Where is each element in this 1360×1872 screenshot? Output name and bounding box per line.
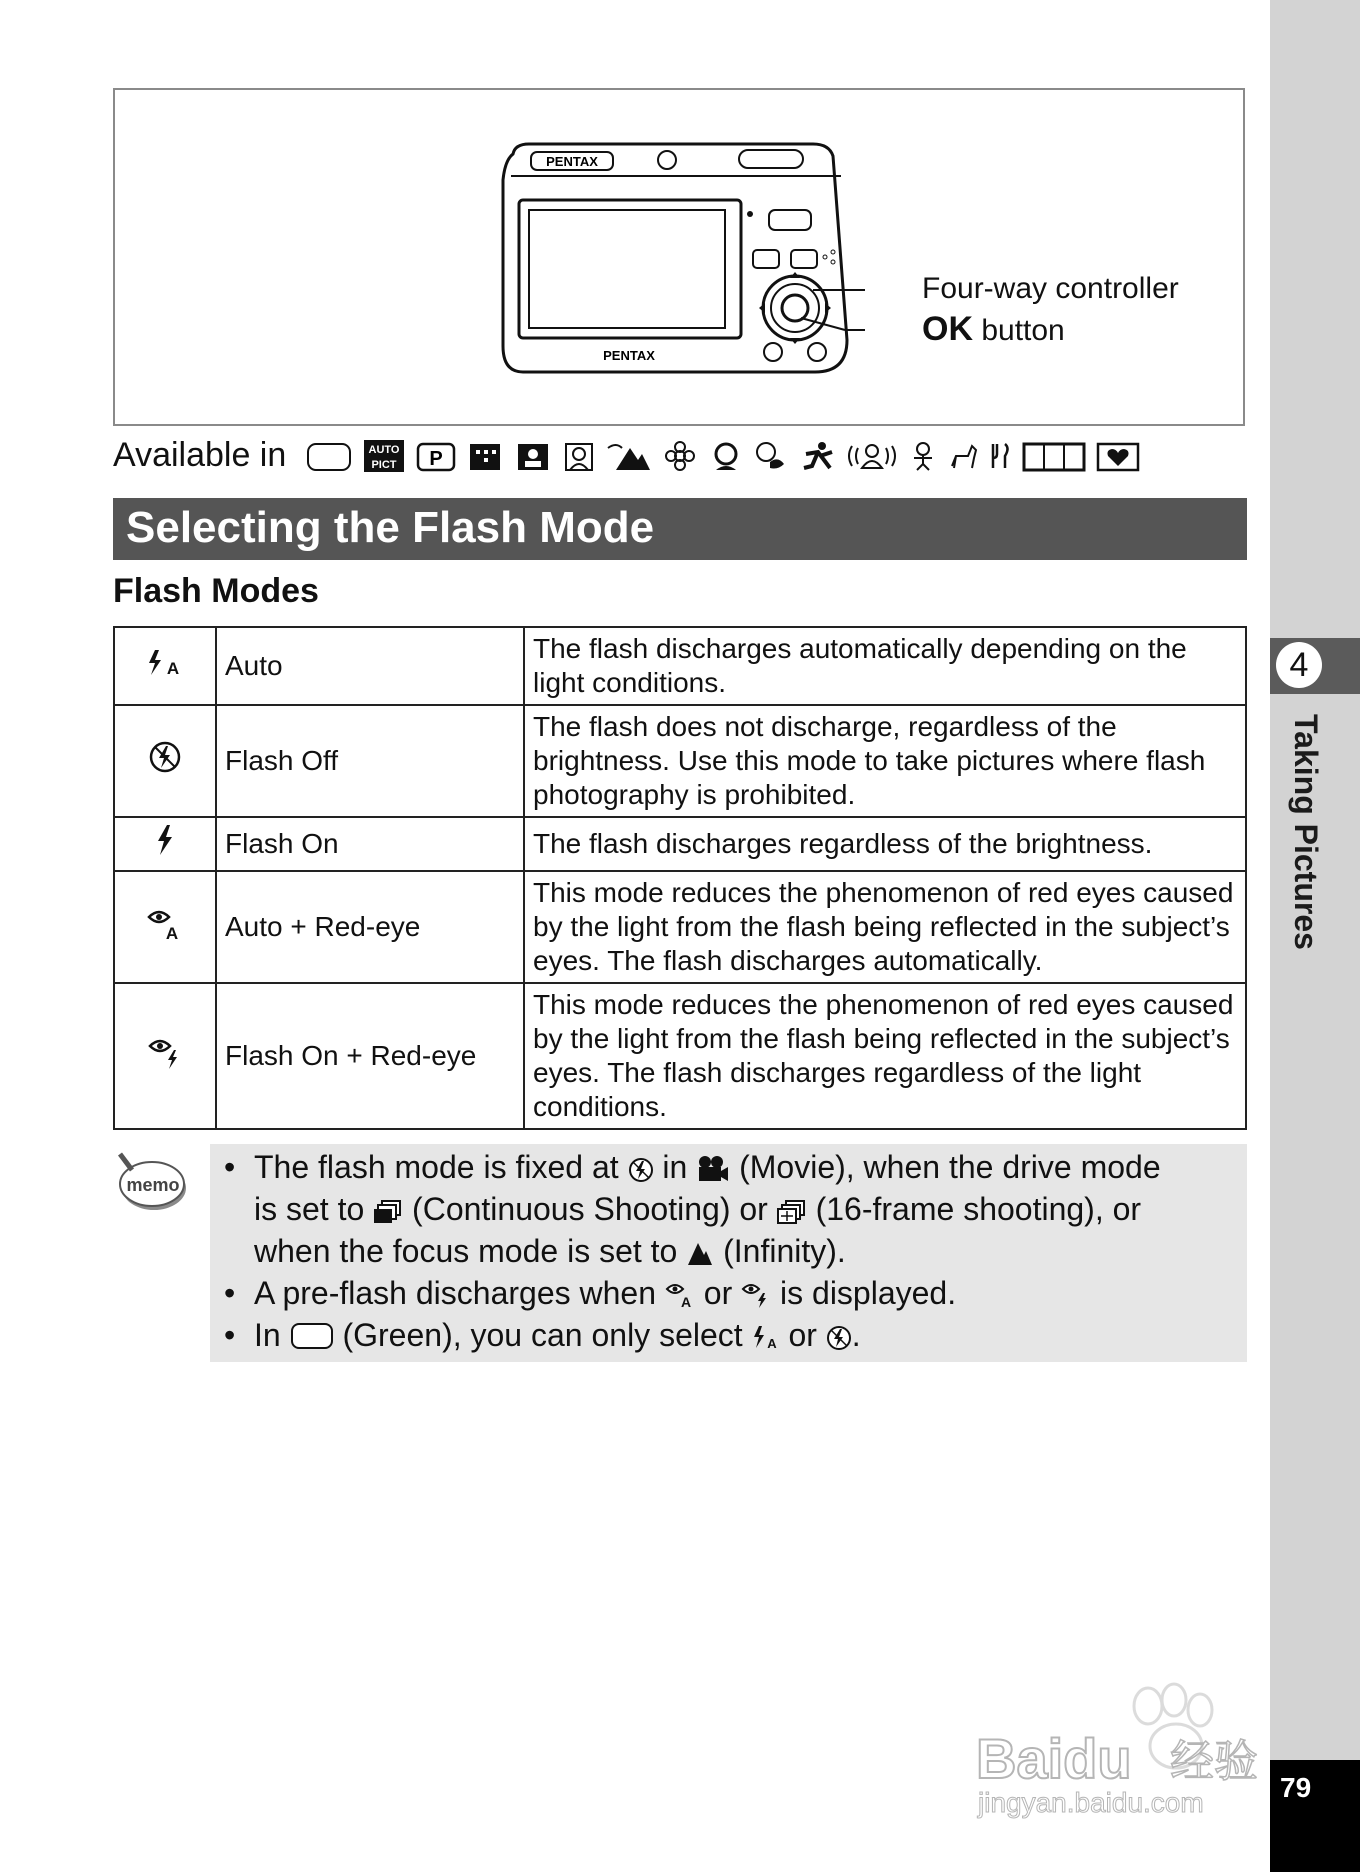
callout-ok-button (922, 310, 1065, 349)
watermark-url: jingyan.baidu.com (978, 1787, 1204, 1818)
memo-text-span: when the focus mode is set to (254, 1233, 678, 1269)
memo-item-text (254, 1314, 861, 1356)
ok-button-label: button (973, 314, 1065, 347)
flash-modes-heading: Flash Modes (113, 572, 319, 610)
flash-auto-icon (752, 1323, 780, 1351)
mode-name: Auto + Red-eye (216, 871, 524, 983)
flash-off-icon (826, 1325, 852, 1351)
mode-description: The flash does not discharge, regardless of the brightness. Use this mode to take pictures where flash photography is prohibited. (524, 705, 1246, 817)
memo-text-span: is set to (254, 1191, 365, 1227)
kids-icon (908, 440, 938, 472)
flash-off-icon (628, 1157, 654, 1183)
auto-red-eye-icon (147, 905, 183, 941)
memo-text-span: (Movie), when the drive mode (739, 1149, 1161, 1185)
memo-text-span: The flash mode is fixed at (254, 1149, 619, 1185)
svg-text:A: A (766, 1336, 777, 1351)
available-modes (306, 436, 1140, 476)
memo-text-span: . (851, 1317, 861, 1353)
surf-snow-icon (752, 440, 788, 472)
flash-on-red-eye-icon (148, 1034, 182, 1070)
pet-icon (948, 440, 978, 472)
auto-red-eye-icon (665, 1279, 695, 1309)
icon-cell (114, 983, 216, 1129)
mode-name: Flash Off (216, 705, 524, 817)
memo-icon (116, 1150, 188, 1214)
memo-text-span: is displayed. (780, 1275, 957, 1311)
mode-name: Flash On + Red-eye (216, 983, 524, 1129)
svg-text:A: A (166, 659, 180, 678)
mode-description: The flash discharges automatically depending on the light conditions. (524, 627, 1246, 705)
icon-cell (114, 817, 216, 871)
sixteen-frame-icon (777, 1199, 807, 1225)
watermark-cn: 经验 (1170, 1736, 1258, 1787)
portrait-face-icon (710, 440, 742, 472)
icon-cell (114, 871, 216, 983)
digital-sr-icon (846, 440, 898, 472)
table-row (114, 705, 1246, 817)
svg-text:A: A (165, 924, 179, 941)
ok-label: OK (922, 310, 973, 348)
chapter-title: Taking Pictures (1288, 714, 1324, 950)
food-icon (988, 440, 1012, 472)
landscape-icon (606, 440, 650, 472)
camera-brand-top: PENTAX (546, 154, 598, 169)
flash-modes-table (113, 626, 1247, 1130)
memo-text (224, 1146, 1234, 1356)
icon-cell (114, 705, 216, 817)
svg-text:memo: memo (126, 1175, 180, 1195)
auto-picture-icon (362, 438, 406, 474)
page-number: 79 (1280, 1772, 1312, 1803)
memo-text-span: In (254, 1317, 281, 1353)
mode-description: The flash discharges regardless of the brightness. (524, 817, 1246, 871)
svg-text:PICT: PICT (371, 459, 397, 471)
memo-text-span: (16-frame shooting), or (815, 1191, 1142, 1227)
green-mode-icon (290, 1321, 334, 1351)
sport-icon (798, 440, 836, 472)
watermark-brand: Baidu (976, 1727, 1132, 1790)
memo-text-span: A pre-flash discharges when (254, 1275, 656, 1311)
memo-item-text (254, 1146, 1161, 1272)
flower-icon (660, 440, 700, 472)
baidu-watermark (968, 1676, 1268, 1826)
flash-off-icon (148, 740, 182, 774)
memo-text-span: (Infinity). (723, 1233, 846, 1269)
infinity-focus-icon (686, 1239, 714, 1267)
bullet: • (224, 1317, 236, 1353)
bullet: • (224, 1275, 236, 1311)
continuous-shooting-icon (373, 1199, 403, 1225)
svg-text:A: A (680, 1294, 691, 1309)
memo-text-span: in (662, 1149, 688, 1185)
movie-icon (696, 1155, 730, 1183)
icon-cell (114, 627, 216, 705)
memo-text-span: (Green), you can only select (342, 1317, 743, 1353)
mode-name: Auto (216, 627, 524, 705)
portrait-icon (562, 440, 596, 472)
portrait-light-icon (514, 440, 552, 472)
table-row (114, 983, 1246, 1129)
mode-description: This mode reduces the phenomenon of red eyes caused by the light from the flash being reflected in the subject’s eyes. The flash discharges regardless of the light conditions. (524, 983, 1246, 1129)
flash-on-red-eye-icon (741, 1279, 771, 1309)
callout-four-way-controller: Four-way controller (922, 272, 1179, 305)
svg-text:AUTO: AUTO (368, 444, 400, 456)
flash-auto-icon (147, 646, 183, 678)
memo-text-span: (Continuous Shooting) or (412, 1191, 768, 1227)
camera-back-illustration (495, 140, 865, 380)
available-in-label: Available in (113, 436, 287, 474)
section-title: Selecting the Flash Mode (126, 503, 655, 552)
table-row (114, 627, 1246, 705)
svg-text:P: P (429, 448, 443, 470)
frame-icon (1022, 440, 1086, 472)
memo-item (224, 1146, 1234, 1272)
memo-item-text (254, 1272, 956, 1314)
memo-item (224, 1314, 1234, 1356)
favorite-icon (1096, 440, 1140, 472)
flash-on-icon (153, 823, 177, 857)
camera-brand-bottom: PENTAX (603, 348, 655, 363)
chapter-number: 4 (1276, 642, 1322, 688)
mode-description: This mode reduces the phenomenon of red eyes caused by the light from the flash being reflected in the subject’s eyes. The flash discharges automatically. (524, 871, 1246, 983)
table-row (114, 817, 1246, 871)
table-row (114, 871, 1246, 983)
green-mode-icon (306, 440, 352, 472)
memo-text-span: or (788, 1317, 817, 1353)
mode-name: Flash On (216, 817, 524, 871)
night-scene-icon (466, 440, 504, 472)
bullet: • (224, 1149, 236, 1185)
program-icon (416, 440, 456, 472)
memo-text-span: or (703, 1275, 733, 1311)
memo-item (224, 1272, 1234, 1314)
